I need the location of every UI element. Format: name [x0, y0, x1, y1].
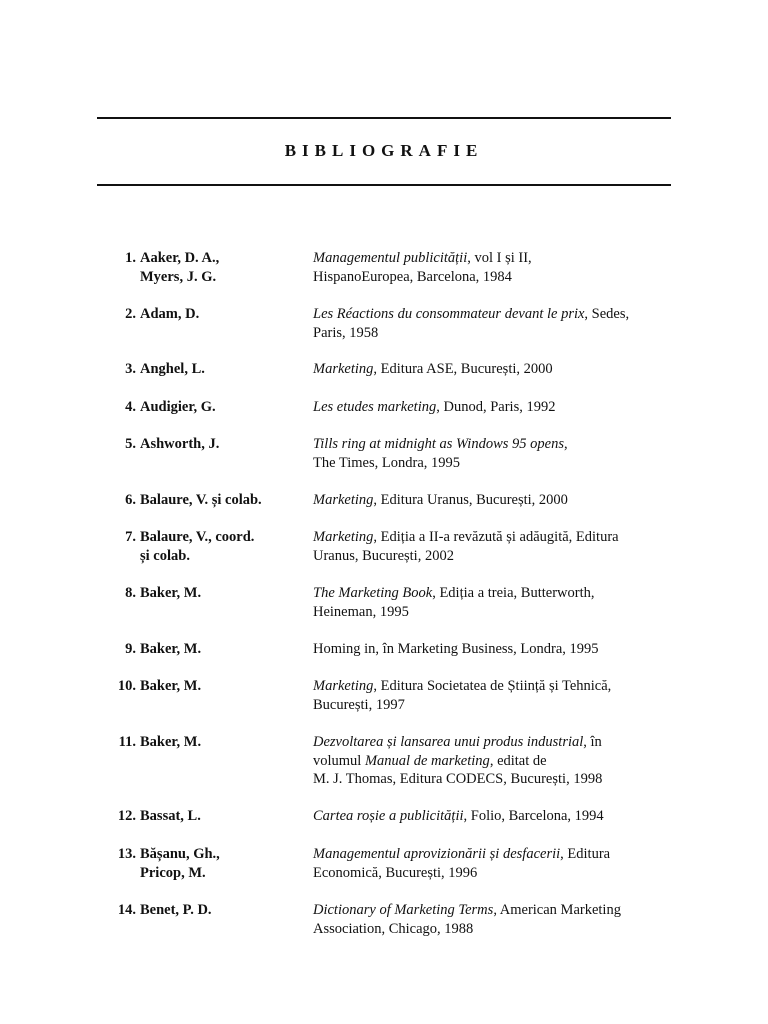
entry-number: 9.	[125, 641, 136, 657]
entry-author: Bassat, L.	[140, 808, 201, 824]
entry-number: 10.	[117, 678, 136, 694]
page-title: BIBLIOGRAFIE	[284, 141, 484, 160]
entry-number: 11.	[118, 734, 136, 750]
entry-number: 14.	[117, 902, 136, 918]
entry-number: 8.	[125, 585, 136, 601]
entry-reference: Marketing, Editura Uranus, București, 2000	[313, 492, 568, 508]
entry-number: 7.	[125, 529, 136, 545]
entry-reference: Homing in, în Marketing Business, Londra, 1995	[313, 641, 599, 657]
entry-number: 3.	[125, 361, 136, 377]
entry-reference: Cartea roșie a publicității, Folio, Barcelona, 1994	[313, 808, 604, 824]
entry-number: 13.	[117, 846, 136, 862]
entry-reference: The Marketing Book, Ediția a treia, Butterworth, Heineman, 1995	[313, 585, 595, 620]
entry-reference: Dictionary of Marketing Terms, American Marketing Association, Chicago, 1988	[313, 902, 621, 937]
entry-number: 12.	[117, 808, 136, 824]
entry-author: Audigier, G.	[140, 399, 216, 415]
entry-author: Baker, M.	[140, 585, 202, 601]
entry-reference: Les Réactions du consommateur devant le prix, Sedes, Paris, 1958	[313, 306, 630, 341]
entry-reference: Dezvoltarea și lansarea unui produs industrial, în volumul Manual de marketing, editat de M. J. Thomas, Editura CODECS, București, 1998	[313, 734, 603, 787]
entry-number: 2.	[125, 306, 136, 322]
entry-reference: Managementul publicității, vol I și II, HispanoEuropea, Barcelona, 1984	[313, 250, 532, 285]
entry-number: 1.	[125, 250, 136, 266]
entry-author: Adam, D.	[140, 306, 200, 322]
entry-author: Bășanu, Gh., Pricop, M.	[140, 846, 220, 881]
entry-reference: Marketing, Editura Societatea de Știință și Tehnică, București, 1997	[313, 678, 612, 713]
entry-number: 5.	[125, 436, 136, 452]
top-rule	[97, 117, 671, 119]
entry-number: 6.	[125, 492, 136, 508]
entry-number: 4.	[125, 399, 136, 415]
entry-author: Baker, M.	[140, 678, 202, 694]
entry-author: Anghel, L.	[140, 361, 205, 377]
entry-author: Baker, M.	[140, 641, 202, 657]
entry-reference: Tills ring at midnight as Windows 95 opens, The Times, Londra, 1995	[313, 436, 568, 471]
entry-author: Balaure, V. și colab.	[140, 492, 262, 508]
entry-reference: Les etudes marketing, Dunod, Paris, 1992	[313, 399, 556, 415]
entry-reference: Marketing, Ediția a II-a revăzută și adăugită, Editura Uranus, București, 2002	[313, 529, 619, 564]
entry-author: Balaure, V., coord. și colab.	[140, 529, 255, 564]
entry-author: Benet, P. D.	[140, 902, 212, 918]
entry-author: Aaker, D. A., Myers, J. G.	[140, 250, 220, 285]
entry-author: Ashworth, J.	[140, 436, 220, 452]
entry-reference: Marketing, Editura ASE, București, 2000	[313, 361, 553, 377]
entry-author: Baker, M.	[140, 734, 202, 750]
entry-reference: Managementul aprovizionării și desfacerii, Editura Economică, București, 1996	[313, 846, 611, 881]
bottom-rule	[97, 184, 671, 186]
